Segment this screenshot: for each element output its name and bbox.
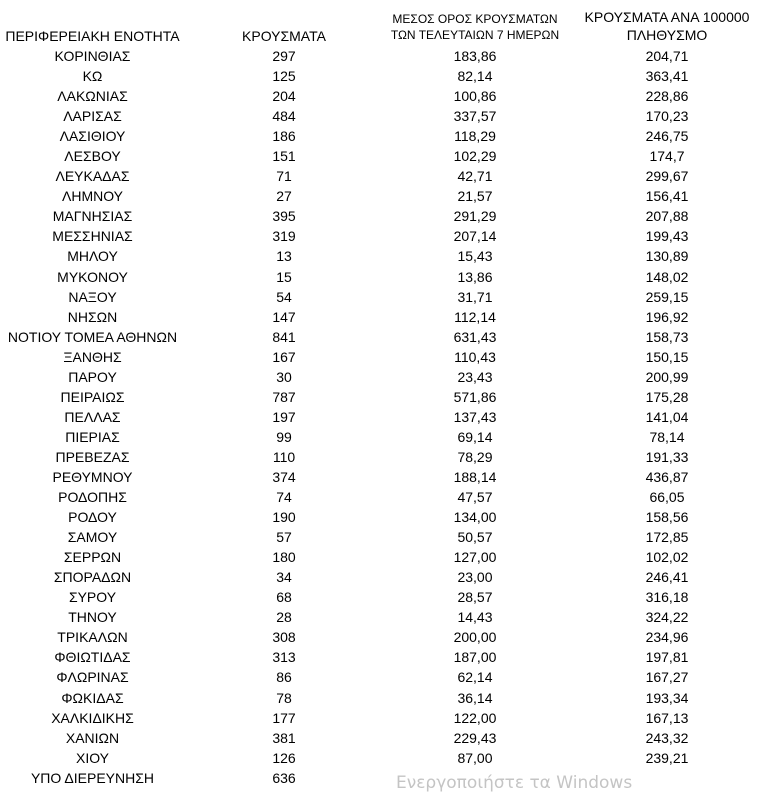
cell-cases-per-100k: 316,18 [645,589,689,606]
cell-region: ΠΕΙΡΑΙΩΣ [60,388,125,405]
cell-region: ΣΑΜΟΥ [67,529,118,546]
cell-cases: 13 [276,248,292,265]
cell-cases: 151 [272,148,296,165]
table-row [0,647,762,667]
header-7day-average-line1: ΜΕΣΟΣ ΟΡΟΣ ΚΡΟΥΣΜΑΤΩΝ [392,12,558,26]
cell-cases-per-100k: 130,89 [645,248,689,265]
cell-region: ΤΡΙΚΑΛΩΝ [57,629,128,646]
cell-cases: 319 [272,228,296,245]
cell-region: ΦΛΩΡΙΝΑΣ [56,669,129,686]
cell-7day-average: 78,29 [457,448,493,465]
cell-cases: 74 [276,489,292,506]
cell-region: ΧΑΛΚΙΔΙΚΗΣ [51,709,134,726]
cell-cases-per-100k: 170,23 [645,108,689,125]
table-row [0,347,762,367]
table-row [0,708,762,728]
cell-cases-per-100k: 191,33 [645,448,689,465]
cell-7day-average: 42,71 [457,168,493,185]
header-cases-per-100k [572,8,762,44]
table-row [0,447,762,467]
cell-cases-per-100k: 172,85 [645,529,689,546]
header-7day-average-line2: ΤΩΝ ΤΕΛΕΥΤΑΙΩΝ 7 ΗΜΕΡΩΝ [390,28,560,42]
table-header [0,0,762,46]
cell-cases: 54 [276,288,292,305]
cell-cases: 374 [272,468,296,485]
cell-region: ΝΑΞΟΥ [68,288,117,305]
cell-cases-per-100k: 436,87 [645,468,689,485]
cell-cases-per-100k: 246,75 [645,128,689,145]
cell-region: ΜΥΚΟΝΟΥ [57,268,128,285]
cell-cases: 197 [272,408,296,425]
cell-cases: 126 [272,749,296,766]
table-row [0,287,762,307]
cell-region: ΠΡΕΒΕΖΑΣ [55,448,130,465]
cell-cases: 99 [276,428,292,445]
cell-region: ΦΩΚΙΔΑΣ [61,689,124,706]
cell-cases: 28 [276,609,292,626]
cell-7day-average: 137,43 [453,408,497,425]
table-row [0,627,762,647]
cell-cases-per-100k: 239,21 [645,749,689,766]
cell-7day-average: 14,43 [457,609,493,626]
table-row [0,748,762,768]
cell-region: ΜΕΣΣΗΝΙΑΣ [52,228,133,245]
cell-7day-average: 23,43 [457,368,493,385]
table-row [0,86,762,106]
cell-7day-average: 69,14 [457,428,493,445]
cell-7day-average: 229,43 [453,729,497,746]
header-7day-average [375,11,575,43]
cell-7day-average: 200,00 [453,629,497,646]
cell-7day-average: 112,14 [454,308,496,325]
cell-cases-per-100k: 150,15 [645,348,689,365]
cell-7day-average: 118,29 [454,128,496,145]
cell-cases-per-100k: 363,41 [645,68,689,85]
table-row [0,126,762,146]
cell-cases: 204 [272,88,296,105]
cell-region: ΛΕΥΚΑΔΑΣ [55,168,130,185]
table-row [0,728,762,748]
cell-region: ΣΠΟΡΑΔΩΝ [53,569,132,586]
cell-cases-per-100k: 207,88 [645,208,689,225]
table-row [0,226,762,246]
cell-7day-average: 28,57 [457,589,493,606]
cell-cases: 484 [272,108,296,125]
cell-7day-average: 127,00 [453,549,497,566]
cell-7day-average: 62,14 [457,669,493,686]
cell-cases-per-100k: 78,14 [649,428,685,445]
cell-region: ΞΑΝΘΗΣ [63,348,122,365]
cell-region: ΤΗΝΟΥ [68,609,117,626]
table-row [0,688,762,708]
cell-cases: 381 [272,729,296,746]
table-row [0,467,762,487]
cell-cases-per-100k: 156,41 [645,188,689,205]
cell-region: ΠΙΕΡΙΑΣ [65,428,120,445]
cell-7day-average: 50,57 [457,529,493,546]
cell-cases: 841 [272,328,296,345]
cell-region: ΝΗΣΩΝ [67,308,118,325]
cell-cases-per-100k: 204,71 [645,48,689,64]
table-row [0,367,762,387]
cell-region: ΡΟΔΟΥ [68,509,117,526]
table-row [0,567,762,587]
cell-region: ΧΙΟΥ [75,749,109,766]
cell-region: ΛΑΚΩΝΙΑΣ [57,88,128,105]
cell-cases-per-100k: 102,02 [645,549,689,566]
cell-cases: 395 [272,208,296,225]
cell-cases-per-100k: 299,67 [645,168,689,185]
cell-7day-average: 13,86 [457,268,493,285]
cell-cases-per-100k: 234,96 [645,629,689,646]
cell-cases-per-100k: 167,13 [645,709,689,726]
cell-region: ΚΩ [82,68,103,85]
cell-7day-average: 21,57 [457,188,493,205]
cell-cases-per-100k: 158,73 [645,328,689,345]
header-cases-per-100k-line1: ΚΡΟΥΣΜΑΤΑ ΑΝΑ 100000 [584,9,750,25]
cell-cases: 30 [276,368,292,385]
cell-7day-average: 291,29 [453,208,497,225]
cell-region: ΥΠΟ ΔΙΕΡΕΥΝΗΣΗ [30,769,155,786]
table-row [0,427,762,447]
cell-7day-average: 183,86 [453,48,497,64]
cell-cases-per-100k: 66,05 [649,489,685,506]
cell-region: ΦΘΙΩΤΙΔΑΣ [54,649,131,666]
cell-cases: 57 [276,529,292,546]
cell-cases-per-100k: 174,7 [649,148,685,165]
cell-7day-average: 207,14 [453,228,497,245]
cell-cases: 190 [272,509,296,526]
cell-7day-average: 571,86 [453,388,497,405]
cell-cases: 297 [272,48,296,64]
table-row [0,166,762,186]
table-row [0,146,762,166]
cell-cases-per-100k: 158,56 [645,509,689,526]
cell-cases: 27 [276,188,292,205]
cell-7day-average: 87,00 [457,749,493,766]
table-row [0,667,762,687]
cell-cases: 110 [272,448,296,465]
cell-region: ΝΟΤΙΟΥ ΤΟΜΕΑ ΑΘΗΝΩΝ [7,328,178,345]
table-row [0,307,762,327]
cell-region: ΚΟΡΙΝΘΙΑΣ [54,48,131,64]
cell-cases-per-100k: 246,41 [645,569,689,586]
cell-cases: 180 [272,549,296,566]
cell-region: ΣΥΡΟΥ [68,589,117,606]
cell-cases: 147 [272,308,296,325]
cell-7day-average: 187,00 [453,649,497,666]
cell-7day-average: 102,29 [453,148,497,165]
cell-region: ΠΕΛΛΑΣ [64,408,121,425]
cell-region: ΧΑΝΙΩΝ [65,729,120,746]
header-cases-per-100k-line2: ΠΛΗΘΥΣΜΟ [626,27,708,43]
cell-7day-average: 631,43 [453,328,497,345]
cell-cases: 86 [276,669,292,686]
table-row [0,206,762,226]
cell-cases-per-100k: 243,32 [645,729,689,746]
cell-7day-average: 337,57 [453,108,497,125]
cell-7day-average: 23,00 [457,569,493,586]
cell-7day-average: 134,00 [453,509,497,526]
table-row [0,327,762,347]
cell-region: ΛΕΣΒΟΥ [64,148,121,165]
cell-cases-per-100k: 197,81 [645,649,689,666]
cell-region: ΛΑΣΙΘΙΟΥ [59,128,126,145]
cell-region: ΡΟΔΟΠΗΣ [58,489,127,506]
cell-cases: 78 [276,689,292,706]
cell-7day-average: 188,14 [453,468,497,485]
table-row [0,527,762,547]
table-row [0,607,762,627]
cell-cases: 308 [272,629,296,646]
cell-region: ΜΗΛΟΥ [67,248,118,265]
table-row [0,768,762,788]
cell-cases-per-100k: 259,15 [645,288,689,305]
cell-7day-average: 100,86 [453,88,497,105]
cell-region: ΣΕΡΡΩΝ [63,549,122,566]
cell-region: ΠΑΡΟΥ [68,368,117,385]
header-cases: ΚΡΟΥΣΜΑΤΑ [242,28,326,44]
cell-cases: 125 [272,68,296,85]
cell-cases: 186 [272,128,296,145]
cell-cases-per-100k: 196,92 [645,308,689,325]
table-row [0,267,762,287]
cell-cases-per-100k: 193,34 [645,689,689,706]
cell-region: ΛΗΜΝΟΥ [61,188,123,205]
cell-region: ΡΕΘΥΜΝΟΥ [52,468,133,485]
cell-cases-per-100k: 228,86 [645,88,689,105]
cell-cases-per-100k: 199,43 [645,228,689,245]
table-row [0,547,762,567]
cell-7day-average: 15,43 [457,248,493,265]
cell-cases-per-100k: 200,99 [645,368,689,385]
cell-cases: 68 [276,589,292,606]
cell-cases: 177 [272,709,296,726]
cell-cases: 167 [272,348,296,365]
cell-cases-per-100k: 324,22 [645,609,689,626]
cell-cases-per-100k: 167,27 [645,669,689,686]
table-row [0,66,762,86]
cell-cases: 34 [276,569,292,586]
table-row [0,587,762,607]
cell-cases: 313 [272,649,296,666]
cell-region: ΜΑΓΝΗΣΙΑΣ [52,208,133,225]
table-row [0,46,762,66]
table-body [0,46,762,788]
cell-7day-average: 110,43 [454,348,496,365]
cell-cases: 636 [272,769,296,786]
table-row [0,507,762,527]
table-row [0,407,762,427]
header-region: ΠΕΡΙΦΕΡΕΙΑΚΗ ΕΝΟΤΗΤΑ [5,28,180,44]
windows-activation-watermark: Ενεργοποιήστε τα Windows [396,773,633,793]
table-row [0,487,762,507]
cell-cases: 71 [276,168,292,185]
cell-cases-per-100k: 175,28 [645,388,689,405]
table-row [0,387,762,407]
cell-region: ΛΑΡΙΣΑΣ [63,108,122,125]
cell-7day-average: 36,14 [457,689,493,706]
cell-7day-average: 82,14 [457,68,493,85]
cell-7day-average: 31,71 [457,288,493,305]
cell-cases: 15 [276,268,292,285]
cell-cases-per-100k: 148,02 [645,268,689,285]
cell-cases: 787 [272,388,296,405]
table-row [0,186,762,206]
table-row [0,246,762,266]
cell-7day-average: 47,57 [457,489,493,506]
cell-cases-per-100k: 141,04 [645,408,689,425]
table-row [0,106,762,126]
cell-7day-average: 122,00 [453,709,497,726]
